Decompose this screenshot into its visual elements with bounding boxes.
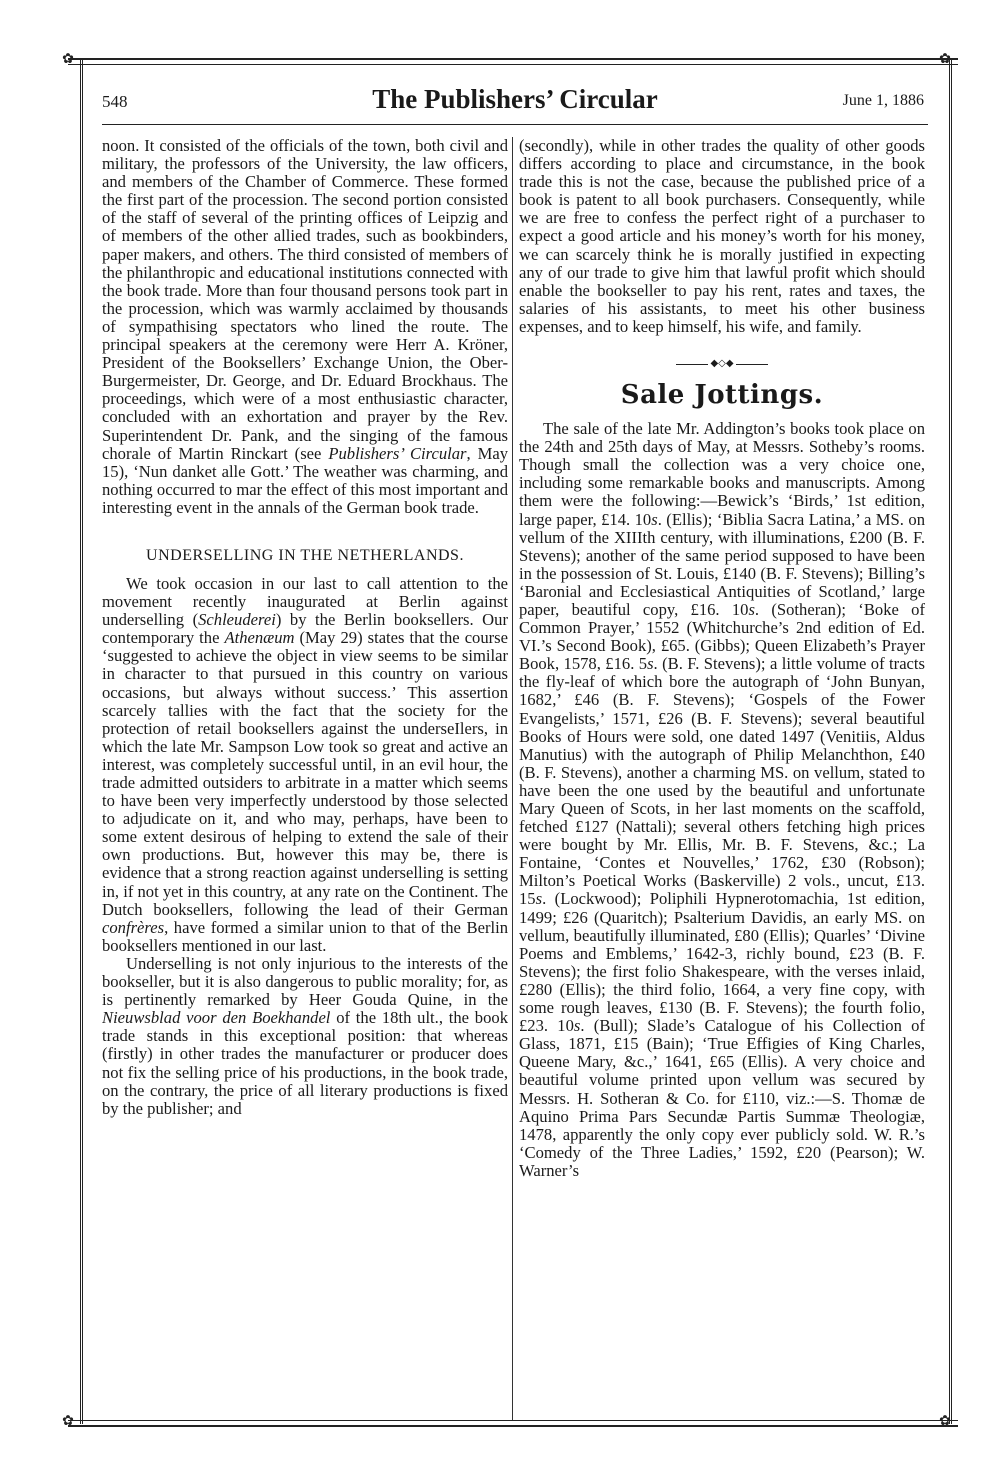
corner-ornament-icon: ✿ <box>939 51 951 67</box>
issue-date: June 1, 1886 <box>842 92 924 109</box>
paragraph-continuation: (secondly), while in other trades the quality of other goods differs according to place and circumstance, in the book trade this is not the case, because the published price of a book is patent to all book purchasers. Consequently, while we are free to confess the perfect right of a purchaser to expect a good article and his money’s worth for his money, we can scarcely think he is morally justified in expecting any of our trade to give him that lawful profit which should enable the bookseller to pay his rent, rates and taxes, the salaries of his assistants, to meet his other business expenses, and to keep himself, his wife, and family. <box>519 137 925 336</box>
page-header <box>102 84 928 125</box>
right-column <box>519 137 925 1423</box>
ornament-diamond-icon: ◆◇◆ <box>710 358 734 370</box>
paragraph-underselling-1: We took occasion in our last to call attention to the movement recently inaugurated at Berlin against underselling (Schleuderei) by the Berlin booksellers. Our contemporary the Athenæum (May 29) states that the course ‘suggested to achieve the object in view seems to be similar in character to that pursued in this country on various occasions, but always without success.’ This assertion scarcely tallies with the fact that the society for the protection of retail booksellers against the underseIlers, in which the late Mr. Sampson Low took so great and active an interest, was completely successful until, in an evil hour, the trade admitted outsiders to arbitrate in a matter which seems to have been very imperfectly understood by those selected to adjudicate on it, and who may, perhaps, have been to some extent desirous of helping to extend the sale of their own productions. But, however this may be, there is evidence that a strong reaction against underselling is setting in, if not yet in this country, at any rate on the Continent. The Dutch booksellers, following the lead of their German confrères, have formed a similar union to that of the Berlin booksellers mentioned in our last. <box>102 573 508 955</box>
corner-ornament-icon: ✿ <box>939 1413 951 1429</box>
column-divider <box>512 137 513 1420</box>
paragraph-sale-jottings: The sale of the late Mr. Addington’s books took place on the 24th and 25th days of May, at Messrs. Sotheby’s rooms. Though small the collection was a very choice one, including some remarkable books and manuscripts. Among them were the following:—Bewick’s ‘Birds,’ 1st edition, large paper, £14. 10s. (Ellis); ‘Biblia Sacra Latina,’ a MS. on vellum of the XIIIth century, with illuminations, £200 (B. F. Stevens); another of the same period supposed to have been in the possession of St. Louis, £140 (B. F. Stevens); Billing’s ‘Baronial and Ecclesiastical Antiquities of Scotland,’ large paper, beautiful copy, £16. 10s. (Sotheran); ‘Boke of Common Prayer,’ 1552 (Whitchurche’s 2nd edition of Ed. VI.’s Second Book), £65. (Gibbs); Queen Elizabeth’s Prayer Book, 1578, £16. 5s. (B. F. Stevens); a little volume of tracts the fly-leaf of which bore the autograph of ‘John Bunyan, 1682,’ £46 (B. F. Stevens); ‘Gospels of the Fower Evangelists,’ 1571, £26 (B. F. Stevens); several beautiful Books of Hours were sold, one dated 1497 (Venitiis, Aldus Manutius) with the autograph of Philip Melanchthon, £40 (B. F. Stevens), another a charming MS. on vellum, stated to have been the one used by the beautiful and unfortunate Mary Queen of Scots, in her last moments on the scaffold, fetched £127 (Nattali); several others fetching high prices were bought by Mr. Ellis, Mr. B. F. Stevens, &c.; La Fontaine, ‘Contes et Nouvelles,’ 1762, £30 (Robson); Milton’s Poetical Works (Baskerville) 2 vols., uncut, £13. 15s. (Lockwood); Poliphili Hypnerotomachia, 1st edition, 1499; £26 (Quaritch); Psalterium Davidis, an early MS. on vellum, beautifully illuminated, £80 (Ellis); Quarles’ ‘Divine Poems and Emblems,’ 1642-3, richly bound, £23 (B. F. Stevens); the first folio Shakespeare, with the verses inlaid, £280 (Ellis); the third folio, 1664, a very fine copy, with some rough leaves, £130 (B. F. Stevens); the fourth folio, £23. 10s. (Bull); Slade’s Catalogue of his Collection of Glass, 1871, £15 (Bain); ‘True Effigies of King Charles, Queene Mary, &c.,’ 1641, £65 (Ellis). A very choice and beautiful volume printed upon vellum was secured by Messrs. H. Sotheran & Co. for £110, viz.:—S. Thomæ de Aquino Prima Pars Secundæ Partis Summæ Theologiæ, 1478, apparently the only copy ever publicly sold. W. R.’s ‘Comedy of the Three Ladies,’ 1592, £20 (Pearson); W. Warner’s <box>519 419 925 1180</box>
paragraph-procession: noon. It consisted of the officials of the town, both civil and military, the professors of the University, the law officers, and members of the Chamber of Commerce. These formed the first part of the procession. The second portion consisted of the staff of several of the printing offices of Leipzig and of members of the other allied trades, such as bookbinders, paper makers, and others. The third consisted of members of the philanthropic and educational institutions connected with the book trade. More than four thousand persons took part in the procession, which was warmly acclaimed by thousands of sympathising spectators who lined the route. The principal speakers at the ceremony were Herr A. Kröner, President of the Booksellers’ Exchange Union, the Ober-Burgermeister, Dr. George, and Dr. Eduard Brockhaus. The proceedings, which were of a most enthusiastic character, concluded with an exhortation and prayer by the Rev. Superintendent Dr. Pank, and the singing of the famous chorale of Martin Rinckart (see Publishers’ Circular, May 15), ‘Nun danket alle Gott.’ The weather was charming, and nothing occurred to mar the effect of this most important and interesting event in the annals of the German book trade. <box>102 137 508 517</box>
section-ornament <box>519 354 925 368</box>
corner-ornament-icon: ✿ <box>62 51 74 67</box>
paragraph-underselling-2: Underselling is not only injurious to the interests of the bookseller, but it is also dangerous to public morality; for, as is pertinently remarked by Heer Gouda Quine, in the Nieuwsblad voor den Boekhandel of the 18th ult., the book trade stands in this exceptional position: that whereas (firstly) in other trades the manufacturer or producer does not fix the selling price of his productions, in the book trade, on the contrary, the price of all literary productions is fixed by the publisher; and <box>102 953 508 1118</box>
page-title: The Publishers’ Circular <box>372 84 658 114</box>
corner-ornament-icon: ✿ <box>62 1413 74 1429</box>
left-column <box>102 137 508 1423</box>
page-number: 548 <box>102 92 128 111</box>
section-heading-sale-jottings: Sale Jottings. <box>620 380 824 411</box>
section-heading-underselling: UNDERSELLING IN THE NETHERLANDS. <box>146 546 464 564</box>
